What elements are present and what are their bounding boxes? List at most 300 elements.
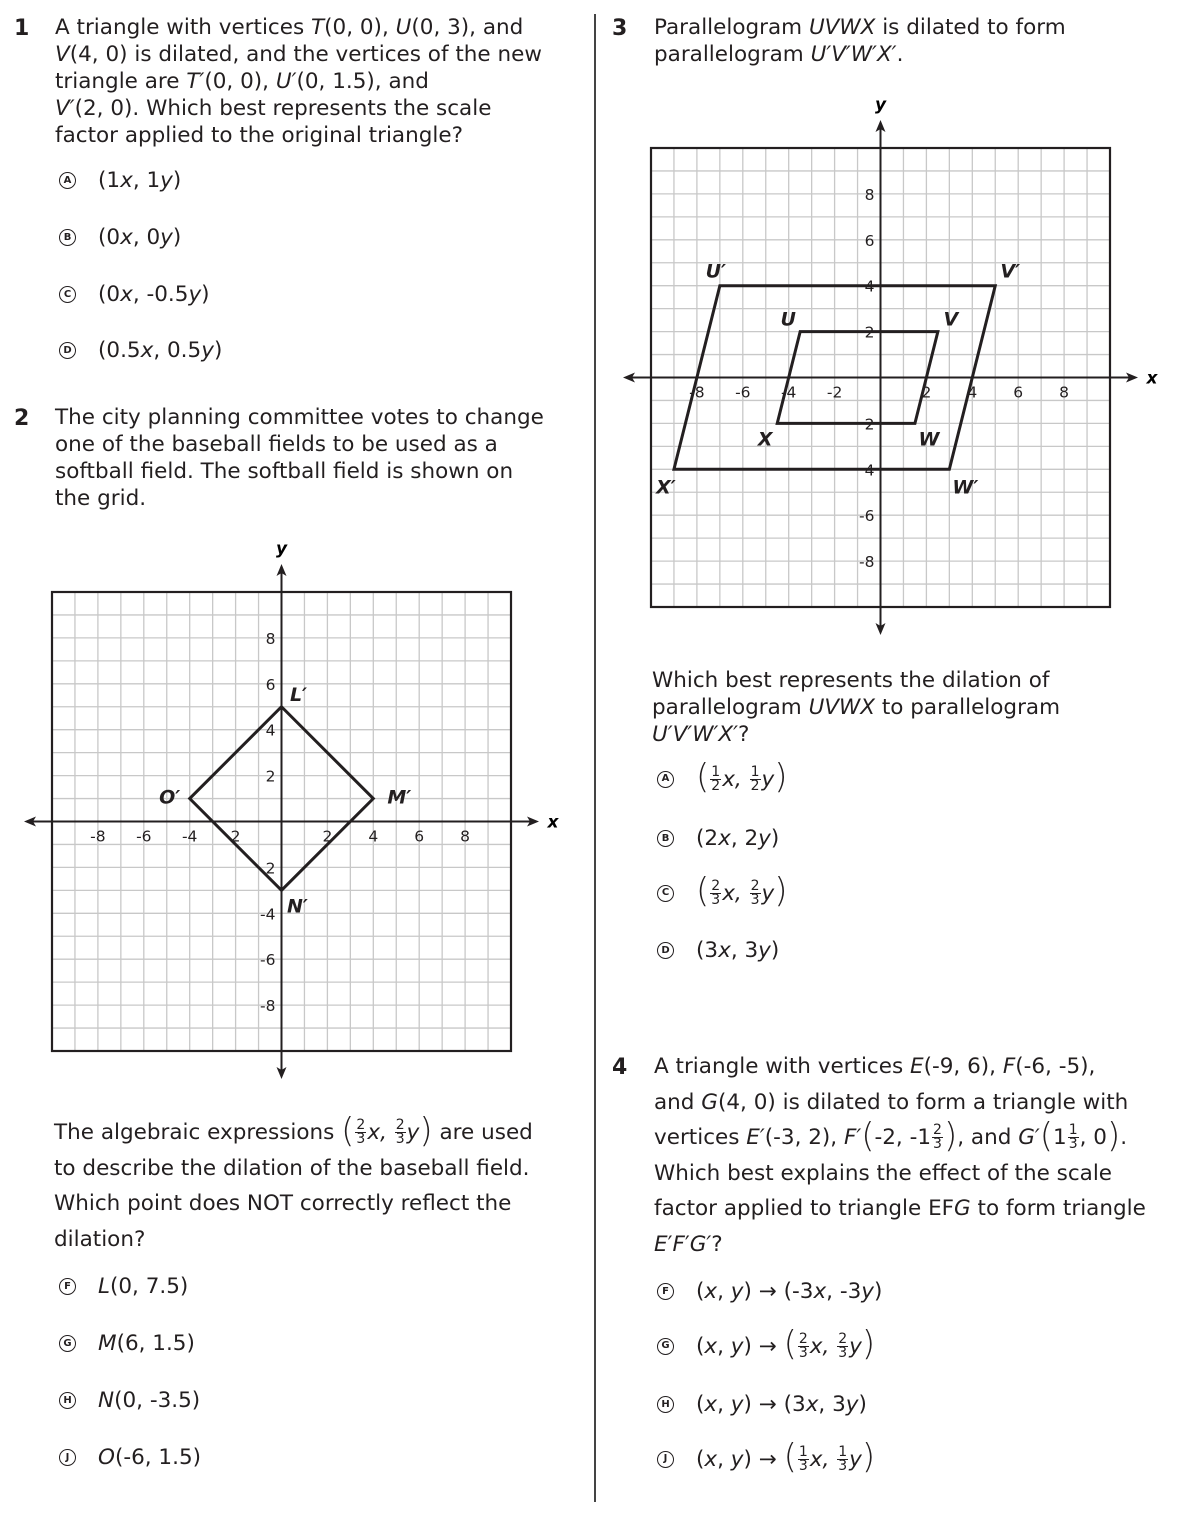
- vertex-label: V: [943, 308, 959, 331]
- x-tick-label: -6: [735, 383, 751, 402]
- text-line: The city planning committee votes to change: [55, 405, 544, 430]
- y-tick-label: -8: [260, 997, 276, 1016]
- choice-bubble-d[interactable]: D: [657, 942, 674, 959]
- italic-span: F′: [843, 1125, 862, 1150]
- fraction-numerator: 2: [798, 1330, 808, 1347]
- italic-span: G: [954, 1196, 971, 1221]
- y-tick-label: 2: [864, 415, 875, 434]
- italic-span: U′V′W′X′: [652, 722, 738, 747]
- coordinate-grid-softball-field: [20, 535, 580, 1080]
- q2-choice-h[interactable]: [59, 1388, 200, 1413]
- italic-span: E′: [746, 1125, 765, 1150]
- fraction-denominator: 3: [750, 891, 760, 908]
- y-tick-label: 8: [265, 629, 276, 648]
- var-y: y: [758, 938, 771, 963]
- text-span: ): [770, 826, 780, 851]
- paren-open: (: [861, 1115, 875, 1156]
- x-tick-label: 2: [322, 827, 333, 846]
- question-1-number: 1: [14, 16, 30, 41]
- y-tick-label: 2: [265, 859, 276, 878]
- text-span: (: [696, 1333, 705, 1359]
- question-2-text: [55, 404, 585, 512]
- choice-text: [98, 225, 181, 250]
- text-span: ) →: [743, 1279, 784, 1304]
- text-span: factor applied to triangle EF: [654, 1196, 955, 1221]
- fraction-denominator: 3: [711, 891, 721, 908]
- text-span: , 3: [730, 938, 759, 963]
- text-span: -2, -1: [874, 1125, 932, 1150]
- var-y: y: [849, 1446, 862, 1472]
- italic-span: E: [910, 1054, 924, 1079]
- paren-close: ): [943, 1115, 958, 1156]
- text-line: one of the baseball fields to be used as a: [55, 432, 498, 457]
- italic-span: F: [672, 1231, 685, 1257]
- fraction-numerator: 1: [798, 1443, 808, 1460]
- text-span: ): [172, 225, 182, 250]
- text-span: (3: [696, 938, 719, 963]
- choice-text: [696, 1279, 882, 1304]
- var-y: y: [730, 1446, 744, 1472]
- text-span: and: [654, 1089, 702, 1115]
- text-span: ,: [717, 1333, 731, 1359]
- var-x: x,: [809, 1333, 837, 1359]
- text-span: vertices: [654, 1125, 747, 1150]
- mapping-result: [784, 1392, 867, 1417]
- text-span: (: [696, 1392, 705, 1417]
- text-line: [654, 1085, 1179, 1121]
- question-4-text: [654, 1049, 1179, 1262]
- mapping-prefix: [696, 1392, 784, 1417]
- choice-bubble-b[interactable]: B: [59, 229, 76, 246]
- text-span: Which best explains the effect of the scale: [654, 1160, 1113, 1186]
- text-span: (-3: [783, 1279, 814, 1304]
- fraction: [837, 1330, 848, 1361]
- text-span: 1: [1053, 1125, 1067, 1150]
- text-span: (3: [783, 1392, 806, 1417]
- x-axis-label: x: [547, 812, 559, 833]
- choice-bubble-a[interactable]: A: [59, 172, 76, 189]
- text-span: , 0: [1079, 1125, 1107, 1150]
- italic-span: V′: [55, 96, 75, 121]
- choice-bubble-c[interactable]: C: [657, 885, 674, 902]
- text-line: [654, 1156, 1179, 1192]
- text-span: , -3: [826, 1279, 862, 1304]
- text-span: , -0.5: [132, 282, 189, 307]
- point-name: L: [98, 1274, 110, 1299]
- y-tick-label: 8: [864, 185, 875, 204]
- mapping-prefix: [696, 1447, 784, 1472]
- question-2-followup: [54, 1110, 584, 1257]
- text-line: softball field. The softball field is shown on: [55, 459, 514, 484]
- text-line: the grid.: [55, 486, 147, 511]
- y-tick-label: 4: [265, 721, 276, 740]
- paren-open: (: [783, 1324, 797, 1364]
- text-span: (-9, 6),: [923, 1054, 1003, 1079]
- text-line: dilation?: [54, 1226, 146, 1252]
- q1-choice-a[interactable]: [59, 168, 181, 193]
- choice-text: [696, 757, 788, 797]
- fraction: $\frac{2}{3}$: [356, 1117, 366, 1148]
- mapping-prefix: [696, 1279, 784, 1304]
- fraction: [837, 1443, 848, 1474]
- choice-bubble-d[interactable]: D: [59, 342, 76, 359]
- var-x: x: [805, 1392, 819, 1417]
- vertex-label: U′: [705, 260, 727, 283]
- y-tick-label: 4: [864, 277, 875, 296]
- fraction-denominator: 3: [838, 1344, 848, 1361]
- text-span: ′: [667, 1231, 673, 1257]
- text-span: parallelogram: [654, 42, 811, 67]
- vertex-label: V′: [1000, 260, 1021, 283]
- vertex-label: U: [780, 308, 796, 331]
- choice-text: [696, 1392, 867, 1417]
- question-2-number: 2: [14, 406, 30, 431]
- paren-close: ): [774, 757, 788, 797]
- x-tick-label: -2: [826, 383, 843, 402]
- text-span: ,: [717, 1279, 731, 1304]
- text-line: [654, 41, 1174, 68]
- text-span: are used: [432, 1120, 533, 1145]
- text-span: ?: [711, 1231, 723, 1257]
- var-x: x,: [809, 1446, 837, 1472]
- text-line: [652, 694, 1172, 721]
- x-tick-label: 4: [368, 827, 379, 846]
- q4-choice-g[interactable]: [657, 1324, 876, 1364]
- text-span: Which best represents the dilation of: [652, 668, 1050, 693]
- text-span: (2: [696, 826, 719, 851]
- fraction-numerator: 1: [750, 763, 760, 780]
- text-span: ) →: [743, 1392, 784, 1417]
- x-tick-label: 2: [230, 827, 241, 846]
- italic-span: G: [701, 1089, 718, 1115]
- point-coords: (-6, 1.5): [114, 1445, 202, 1470]
- text-span: (0: [98, 225, 121, 250]
- var-x: x,: [367, 1120, 394, 1145]
- text-span: ): [874, 1279, 883, 1304]
- text-span: ′: [684, 1231, 690, 1257]
- paren-open: (: [1039, 1115, 1053, 1156]
- paren-open: (: [783, 1437, 797, 1477]
- fraction-numerator: 1: [838, 1443, 848, 1460]
- choice-text: [98, 338, 222, 363]
- fraction-numerator: 2: [750, 877, 760, 894]
- x-tick-label: 8: [460, 827, 471, 846]
- y-tick-label: 2: [864, 323, 875, 342]
- text-span: A triangle with vertices: [55, 15, 311, 40]
- y-tick-label: 6: [265, 675, 276, 694]
- var-y: y: [730, 1279, 744, 1304]
- y-tick-label: 4: [864, 461, 875, 480]
- text-span: ) →: [743, 1333, 784, 1359]
- paren-close: ): [419, 1110, 433, 1151]
- point-coords: (0, 7.5): [109, 1274, 189, 1299]
- var-y: y: [201, 338, 214, 363]
- x-tick-label: 4: [967, 383, 978, 402]
- paren-close: ): [861, 1437, 876, 1477]
- italic-span: UVWX: [808, 15, 876, 40]
- var-y: y: [845, 1392, 859, 1417]
- mapping-result: [784, 1279, 883, 1304]
- vertex-label: X′: [656, 476, 676, 499]
- point-name: O: [98, 1445, 115, 1470]
- fraction-denominator: 2: [711, 777, 721, 794]
- q4-choice-j[interactable]: [657, 1437, 876, 1477]
- var-y: y: [861, 1279, 875, 1304]
- var-y: y: [188, 282, 202, 307]
- text-span: , and: [957, 1125, 1019, 1150]
- fraction-numerator: 2: [711, 877, 721, 894]
- choice-bubble-c[interactable]: C: [59, 286, 76, 303]
- fraction-denominator: 3: [798, 1344, 808, 1361]
- italic-span: G′: [689, 1231, 712, 1257]
- q2-choice-j[interactable]: [59, 1445, 201, 1470]
- x-tick-label: -8: [689, 383, 705, 402]
- q4-choice-f[interactable]: [657, 1279, 882, 1304]
- q2-choice-g[interactable]: [59, 1331, 195, 1356]
- var-x: x: [718, 826, 731, 851]
- q3-choice-b[interactable]: [657, 826, 779, 851]
- q3-choice-a[interactable]: [657, 757, 788, 797]
- italic-span: V: [55, 42, 70, 67]
- text-span: (: [696, 1279, 705, 1304]
- text-span: parallelogram: [652, 695, 809, 720]
- fraction-denominator: 3: [798, 1457, 808, 1474]
- choice-bubble-g[interactable]: G: [657, 1338, 674, 1355]
- choice-text: [696, 938, 779, 963]
- question-4-number: 4: [612, 1055, 628, 1080]
- var-y: y: [761, 766, 775, 792]
- italic-span: UVWX: [808, 695, 876, 720]
- fraction-denominator: 3: [1068, 1136, 1078, 1153]
- paren-close: ): [774, 871, 788, 911]
- point-name: N: [98, 1388, 115, 1413]
- x-tick-label: -6: [136, 827, 152, 846]
- choice-bubble-g[interactable]: G: [59, 1335, 76, 1352]
- text-span: The algebraic expressions: [54, 1120, 342, 1145]
- x-tick-label: 6: [414, 827, 425, 846]
- italic-span: U′V′W′X′: [810, 42, 897, 67]
- choice-bubble-b[interactable]: B: [657, 830, 674, 847]
- text-line: [654, 14, 1174, 41]
- q1-choice-d[interactable]: [59, 338, 222, 363]
- choice-bubble-j[interactable]: J: [657, 1451, 674, 1468]
- x-tick-label: -8: [90, 827, 106, 846]
- italic-span: U: [395, 15, 412, 40]
- q2-choice-f[interactable]: [59, 1274, 188, 1299]
- text-span: .: [1120, 1125, 1128, 1150]
- text-line: to describe the dilation of the baseball field.: [54, 1155, 530, 1181]
- text-line: [55, 14, 585, 41]
- question-3-followup: [652, 667, 1172, 748]
- var-y: y: [160, 225, 173, 250]
- var-x: x: [718, 938, 731, 963]
- vertex-label: N′: [287, 895, 308, 918]
- text-span: ): [858, 1392, 867, 1417]
- text-span: (0, 3), and: [411, 15, 524, 40]
- choice-bubble-h[interactable]: H: [59, 1392, 76, 1409]
- vertex-label: X: [757, 428, 773, 451]
- vertex-label: W′: [952, 476, 979, 499]
- text-span: , 3: [818, 1392, 846, 1417]
- text-span: (4, 0) is dilated to form a triangle with: [717, 1089, 1129, 1115]
- text-span: Parallelogram: [654, 15, 809, 40]
- text-span: ?: [737, 722, 750, 747]
- text-span: , 1: [132, 168, 161, 193]
- y-axis-label: y: [275, 539, 288, 559]
- question-3-text: [654, 14, 1174, 68]
- fraction-numerator: 2: [838, 1330, 848, 1347]
- fraction: [798, 1330, 809, 1361]
- var-x: x: [120, 225, 133, 250]
- q3-choice-d[interactable]: [657, 938, 779, 963]
- text-line: [55, 68, 585, 95]
- text-line: [54, 1110, 584, 1151]
- choice-text: [696, 1437, 876, 1477]
- text-line: [652, 721, 1172, 748]
- text-span: (1: [98, 168, 121, 193]
- var-x: x: [704, 1446, 718, 1472]
- text-span: (0, 0),: [204, 69, 276, 94]
- fraction: [750, 877, 761, 908]
- x-tick-label: 6: [1013, 383, 1024, 402]
- paren-close: ): [861, 1324, 876, 1364]
- vertex-label: M′: [387, 786, 412, 809]
- fraction: [710, 763, 721, 794]
- point-coords: (0, -3.5): [114, 1388, 201, 1413]
- q3-choice-c[interactable]: [657, 871, 788, 911]
- x-tick-label: 2: [921, 383, 932, 402]
- text-line: [654, 1049, 1179, 1085]
- y-tick-label: -6: [859, 507, 875, 526]
- vertex-label: L′: [289, 683, 308, 706]
- text-span: (4, 0) is dilated, and the vertices of the new: [69, 42, 542, 67]
- choice-bubble-f[interactable]: F: [657, 1283, 674, 1300]
- fraction: [750, 763, 761, 794]
- y-tick-label: -4: [260, 905, 276, 924]
- column-divider: [594, 14, 596, 1502]
- fraction: [932, 1124, 943, 1151]
- text-span: , 0.5: [153, 338, 202, 363]
- fraction-denominator: 3: [933, 1136, 942, 1153]
- var-y: y: [730, 1333, 744, 1359]
- text-span: ,: [717, 1392, 731, 1417]
- text-line: [55, 41, 585, 68]
- q4-choice-h[interactable]: [657, 1392, 867, 1417]
- vertex-label: W: [918, 428, 940, 451]
- var-y: y: [730, 1392, 744, 1417]
- text-line: [654, 1191, 1179, 1227]
- text-span: (-6, -5),: [1015, 1054, 1096, 1079]
- italic-span: U′: [275, 69, 297, 94]
- x-tick-label: -4: [780, 383, 797, 402]
- fraction: $\frac{2}{3}$: [395, 1117, 405, 1148]
- var-x: x: [120, 168, 133, 193]
- text-line: [55, 95, 585, 122]
- text-span: ) →: [743, 1446, 784, 1472]
- point-name: M: [98, 1331, 117, 1356]
- text-span: (-3, 2),: [764, 1125, 844, 1150]
- text-line: [957, 1120, 1040, 1156]
- y-tick-label: 2: [265, 767, 276, 786]
- paren-open: (: [341, 1110, 355, 1151]
- paren-open: (: [696, 871, 710, 911]
- text-line: [654, 1120, 861, 1156]
- fraction: [798, 1443, 809, 1474]
- fraction-numerator: 1: [711, 763, 721, 780]
- text-span: factor applied to the original triangle?: [55, 123, 463, 148]
- text-span: (0, 1.5), and: [296, 69, 429, 94]
- question-3-number: 3: [612, 16, 628, 41]
- choice-bubble-j[interactable]: J: [59, 1449, 76, 1466]
- text-span: ): [172, 168, 182, 193]
- text-line: [654, 1227, 1179, 1263]
- italic-span: E: [654, 1231, 668, 1257]
- text-span: triangle are: [55, 69, 187, 94]
- fraction: [1068, 1124, 1079, 1151]
- choice-text: [98, 282, 210, 307]
- text-span: is dilated to form: [875, 15, 1066, 40]
- var-x: x,: [722, 766, 749, 792]
- var-y: y: [160, 168, 173, 193]
- choice-text: [696, 871, 788, 911]
- paren-open: (: [696, 757, 710, 797]
- paren-close: ): [1106, 1115, 1121, 1156]
- var-x: x,: [722, 880, 749, 906]
- text-line: Which point does NOT correctly reflect the: [54, 1191, 512, 1216]
- q1-choice-c[interactable]: [59, 282, 210, 307]
- var-y: y: [406, 1120, 420, 1145]
- text-span: ): [770, 938, 780, 963]
- fraction-numerator: 2: [933, 1122, 942, 1139]
- x-tick-label: 8: [1059, 383, 1070, 402]
- italic-span: T′: [186, 69, 205, 94]
- text-span: ): [213, 338, 223, 363]
- y-tick-label: -8: [859, 553, 875, 572]
- text-span: (0, 0),: [324, 15, 396, 40]
- text-span: to parallelogram: [875, 695, 1061, 720]
- fraction-denominator: 2: [750, 777, 760, 794]
- fraction: [710, 877, 721, 908]
- choice-text: [98, 168, 181, 193]
- fraction-denominator: 3: [838, 1457, 848, 1474]
- choice-bubble-f[interactable]: F: [59, 1278, 76, 1295]
- text-line: [654, 1115, 1179, 1156]
- coordinate-grid-parallelograms: [620, 92, 1180, 637]
- choice-bubble-h[interactable]: H: [657, 1396, 674, 1413]
- point-coords: (6, 1.5): [116, 1331, 195, 1356]
- text-line: [55, 122, 585, 149]
- italic-span: F: [1002, 1054, 1016, 1079]
- x-tick-label: -4: [181, 827, 198, 846]
- question-1-text: [55, 14, 585, 149]
- choice-bubble-a[interactable]: A: [657, 771, 674, 788]
- text-span: (0: [98, 282, 121, 307]
- text-span: to form triangle: [970, 1196, 1146, 1221]
- y-tick-label: -6: [260, 951, 276, 970]
- var-x: x: [704, 1333, 718, 1359]
- italic-span: T: [311, 15, 325, 40]
- var-y: y: [761, 880, 775, 906]
- var-x: x: [813, 1279, 827, 1304]
- text-span: A triangle with vertices: [654, 1054, 910, 1079]
- q1-choice-b[interactable]: [59, 225, 181, 250]
- text-span: ,: [717, 1446, 731, 1472]
- text-line: [652, 667, 1172, 694]
- text-span: (: [696, 1446, 705, 1472]
- text-span: , 0: [132, 225, 161, 250]
- y-axis-label: y: [874, 95, 887, 115]
- text-span: ): [201, 282, 210, 307]
